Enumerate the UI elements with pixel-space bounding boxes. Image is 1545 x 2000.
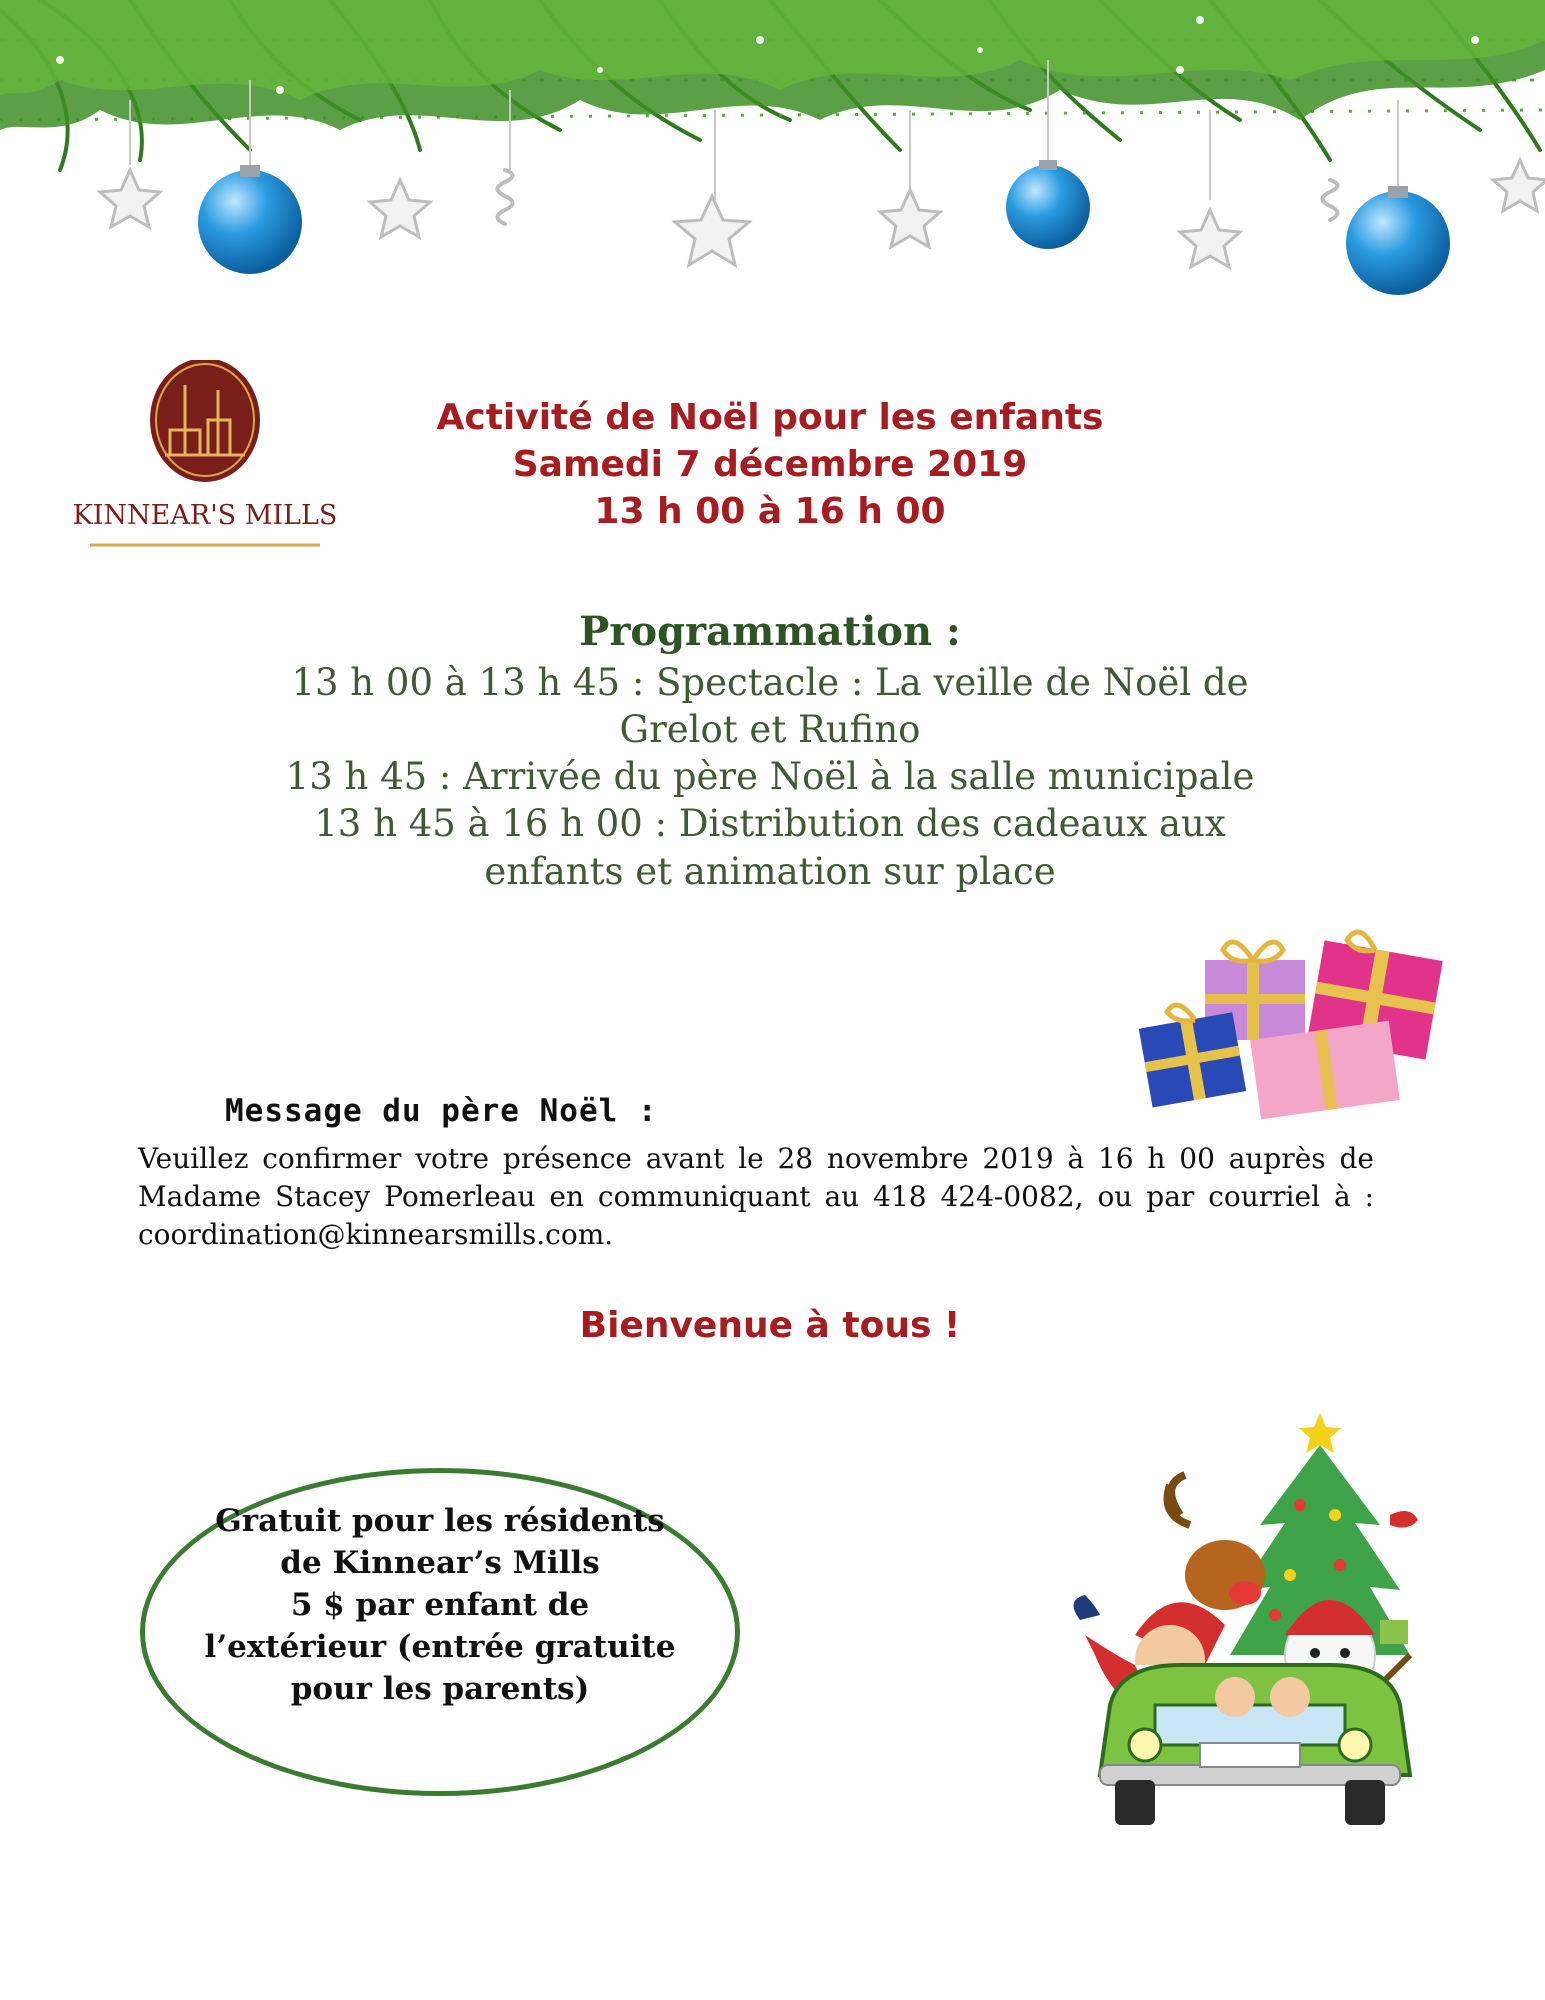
program-line: 13 h 45 : Arrivée du père Noël à la salle municipale bbox=[285, 755, 1255, 798]
event-title: Activité de Noël pour les enfants bbox=[436, 397, 1104, 438]
program-line: 13 h 45 à 16 h 00 : Distribution des cadeaux aux bbox=[314, 802, 1226, 845]
santa-car-illustration-icon bbox=[1060, 1405, 1430, 1835]
welcome-text: Bienvenue à tous ! bbox=[579, 1305, 961, 1346]
christmas-garland-icon bbox=[0, 0, 1545, 300]
pricing-line: 5 $ par enfant de bbox=[290, 1587, 590, 1623]
program-title: Programmation : bbox=[579, 608, 961, 655]
message-body: Veuillez confirmer votre présence avant le 28 novembre 2019 à 16 h 00 auprès de Madame Stacey Pomerleau en communiquant au 418 424-0082, ou par courriel à : coordination@kinnearsmills.com. bbox=[138, 1142, 1374, 1251]
logo-text: KINNEAR'S MILLS bbox=[72, 500, 338, 531]
pricing-line: pour les parents) bbox=[290, 1671, 590, 1707]
pricing-line: l’extérieur (entrée gratuite bbox=[204, 1629, 676, 1665]
program-line: Grelot et Rufino bbox=[619, 708, 921, 751]
message-title: Message du père Noël : bbox=[225, 1093, 658, 1129]
event-time: 13 h 00 à 16 h 00 bbox=[594, 491, 946, 532]
event-date: Samedi 7 décembre 2019 bbox=[512, 444, 1028, 485]
program-line: enfants et animation sur place bbox=[484, 850, 1056, 893]
gift-boxes-icon bbox=[1135, 920, 1465, 1130]
pricing-line: Gratuit pour les résidents bbox=[215, 1503, 665, 1539]
program-line: 13 h 00 à 13 h 45 : Spectacle : La veille de Noël de bbox=[291, 661, 1249, 704]
pricing-line: de Kinnear’s Mills bbox=[280, 1545, 600, 1581]
